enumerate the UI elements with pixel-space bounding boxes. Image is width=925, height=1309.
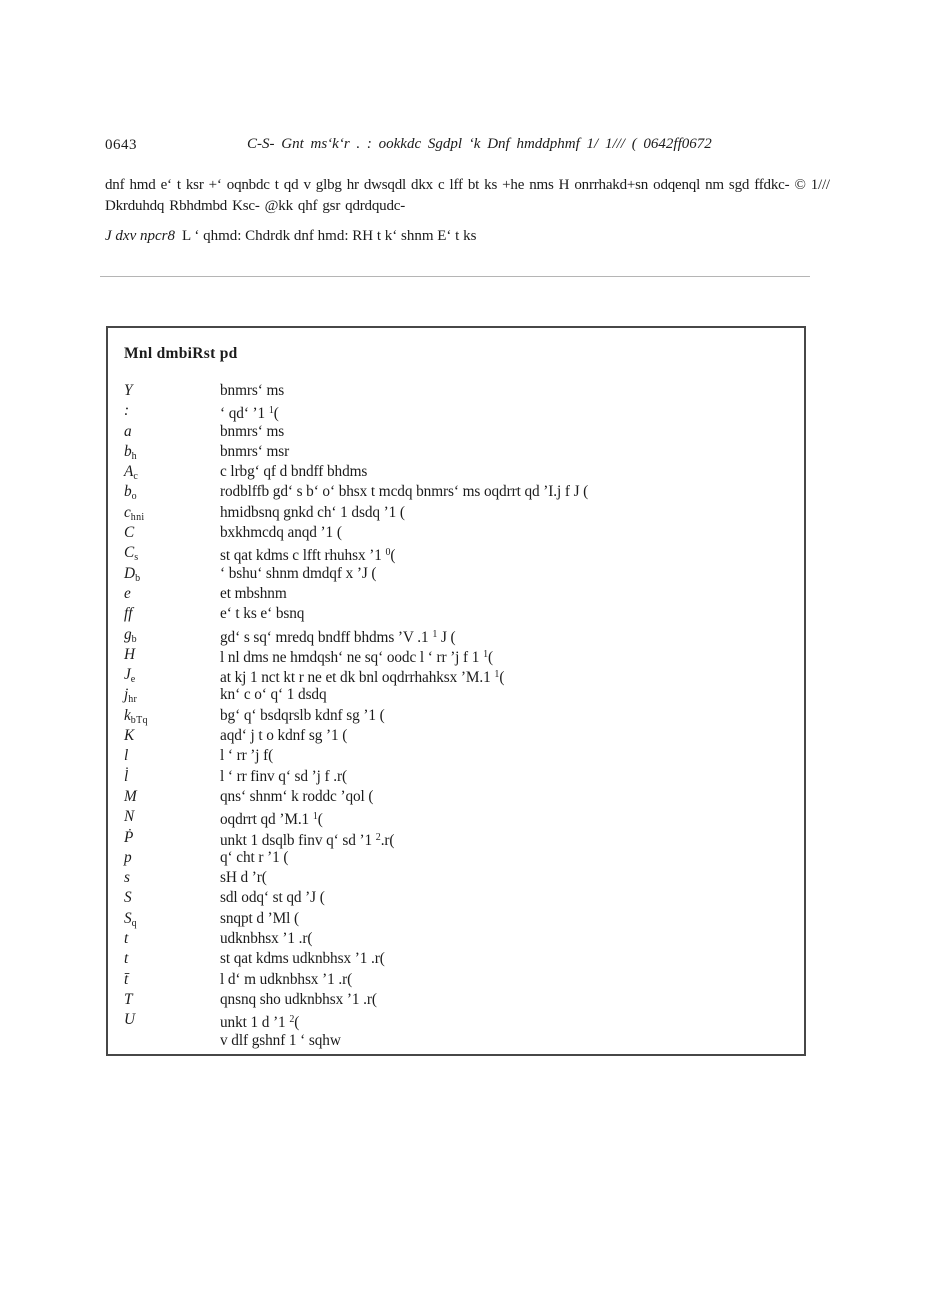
description: st qat kdms udknbhsx ’1 .r(: [220, 950, 385, 968]
nomenclature-row: [124, 564, 794, 584]
nomenclature-row: [124, 746, 794, 766]
nomenclature-row: [124, 381, 794, 401]
description: ‘ bshu‘ shnm dmdqf x ’J (: [220, 564, 377, 582]
symbol-subscript: e: [130, 674, 136, 686]
nomenclature-row: [124, 726, 794, 746]
symbol: t: [124, 930, 129, 948]
symbol: chni: [124, 503, 145, 523]
symbol-subscript: s: [134, 552, 139, 564]
symbol: S: [124, 889, 132, 907]
keywords-label: J dxv npcr8: [105, 228, 175, 244]
symbol: bh: [124, 442, 137, 462]
symbol: Db: [124, 564, 141, 584]
superscript: 1: [432, 628, 438, 640]
nomenclature-row: [124, 604, 794, 624]
nomenclature-row: [124, 767, 794, 787]
description: et mbshnm: [220, 584, 287, 602]
description: c lrbg‘ qf d bndff bhdms: [220, 463, 368, 481]
symbol: kbTq: [124, 706, 148, 726]
nomenclature-row: [124, 929, 794, 949]
description: oqdrrt qd ’M.1 $^1$(: [220, 811, 323, 829]
description: l d‘ m udknbhsx ’1 .r(: [220, 970, 353, 988]
nomenclature-row: [124, 462, 794, 482]
nomenclature-row: [124, 706, 794, 726]
symbol: C: [124, 524, 135, 542]
nomenclature-row: [124, 848, 794, 868]
nomenclature-row: [124, 645, 794, 665]
nomenclature-row: [124, 523, 794, 543]
description: snqpt d ’Ml (: [220, 909, 300, 927]
superscript: 2: [375, 831, 381, 843]
superscript: 2: [289, 1014, 295, 1026]
description: sH d ’r(: [220, 869, 267, 887]
description: l ‘ rr ’j f(: [220, 747, 274, 765]
nomenclature-row: [124, 909, 794, 929]
superscript: 1: [483, 648, 488, 660]
description: v dlf gshnf 1 ‘ sqhw: [220, 1031, 341, 1049]
nomenclature-row: [124, 401, 794, 421]
nomenclature-row: [124, 625, 794, 645]
symbol-subscript: h: [131, 450, 137, 462]
nomenclature-row: [124, 422, 794, 442]
nomenclature-title: Mnl dmbiRst pd: [124, 345, 238, 362]
abstract-line-1: dnf hmd e‘ t ksr +‘ oqnbdc t qd v glbg hr dwsqdl dkx c lff bt ks +he nms H onrrhakd+sn odqenql nm sgd ffdkc- © 1///: [105, 177, 830, 193]
symbol-subscript: bTq: [130, 714, 148, 726]
symbol: l: [124, 747, 129, 765]
description: e‘ t ks e‘ bsnq: [220, 605, 305, 623]
description: gd‘ s sq‘ mredq bndff bhdms ’V .1 $^1$ J (: [220, 628, 456, 646]
description: st qat kdms c lfft rhuhsx ’1 $^0$(: [220, 547, 396, 565]
symbol: Sq: [124, 909, 137, 929]
nomenclature-row: [124, 685, 794, 705]
description: ‘ qd‘ ’1 $^1$(: [220, 405, 279, 423]
horizontal-rule: [100, 276, 810, 277]
page-number: 0643: [105, 137, 137, 153]
symbol-subscript: hr: [128, 694, 138, 706]
symbol-subscript: b: [131, 633, 137, 645]
keywords-line: [105, 228, 476, 245]
symbol: Cs: [124, 544, 139, 564]
nomenclature-row: [124, 503, 794, 523]
symbol: jhr: [124, 686, 138, 706]
symbol-subscript: q: [131, 917, 137, 929]
symbol: K: [124, 727, 135, 745]
nomenclature-row: [124, 665, 794, 685]
description: qnsnq sho udknbhsx ’1 .r(: [220, 990, 377, 1008]
description: l nl dms ne hmdqsh‘ ne sq‘ oodc l ‘ rr ’j f 1 $^1$(: [220, 648, 493, 666]
symbol-subscript: hni: [130, 511, 145, 523]
symbol: t: [124, 950, 129, 968]
nomenclature-box: [106, 326, 806, 1056]
description: bg‘ q‘ bsdqrslb kdnf sg ’1 (: [220, 706, 385, 724]
nomenclature-row: [124, 828, 794, 848]
nomenclature-row: [124, 543, 794, 563]
nomenclature-row: [124, 990, 794, 1010]
symbol: Je: [124, 666, 136, 686]
description: rodblffb gd‘ s b‘ o‘ bhsx t mcdq bnmrs‘ ms oqdrrt qd ’I.j f J (: [220, 483, 589, 501]
description: bxkhmcdq anqd ’1 (: [220, 524, 342, 542]
nomenclature-row: [124, 888, 794, 908]
symbol: T: [124, 990, 133, 1008]
nomenclature-row: [124, 1010, 794, 1030]
superscript: 1: [494, 669, 500, 681]
nomenclature-row: [124, 482, 794, 502]
description: l ‘ rr finv q‘ sd ’j f .r(: [220, 767, 347, 785]
description: bnmrs‘ ms: [220, 382, 285, 399]
description: hmidbsnq gnkd ch‘ 1 dsdq ’1 (: [220, 503, 405, 521]
running-title: C-S- Gnt ms‘k‘r . : ookkdc Sgdpl ‘k Dnf hmddphmf 1/ 1/// ( 0642ff0672: [247, 136, 712, 152]
symbol: t̄: [124, 970, 129, 988]
description: sdl odq‘ st qd ’J (: [220, 889, 325, 907]
nomenclature-row: [124, 787, 794, 807]
description: bnmrs‘ ms: [220, 422, 285, 440]
symbol: a: [124, 422, 132, 440]
abstract-paragraph: [105, 175, 865, 217]
nomenclature-row: [124, 584, 794, 604]
symbol-subscript: o: [131, 491, 137, 503]
description: unkt 1 d ’1 $^2$(: [220, 1014, 300, 1032]
description: at kj 1 nct kt r ne et dk bnl oqdrrhahksx ’M.1 $^1$(: [220, 669, 505, 687]
keywords-text: L ‘ qhmd: Chdrdk dnf hmd: RH t k‘ shnm E‘ t ks: [181, 228, 477, 244]
symbol: gb: [124, 625, 137, 645]
symbol: s: [124, 869, 130, 887]
description: aqd‘ j t o kdnf sg ’1 (: [220, 727, 348, 745]
superscript: 1: [268, 405, 274, 417]
abstract-line-2: Dkrduhdq Rbhdmbd Ksc- @kk qhf gsr qdrdqudc-: [105, 198, 406, 214]
nomenclature-row: [124, 1031, 794, 1051]
description: bnmrs‘ msr: [220, 442, 290, 460]
nomenclature-entries: [124, 381, 794, 1051]
nomenclature-row: [124, 807, 794, 827]
description: udknbhsx ’1 .r(: [220, 930, 313, 948]
description: qns‘ shnm‘ k roddc ’qol (: [220, 787, 374, 805]
symbol: [124, 1031, 220, 1051]
nomenclature-row: [124, 442, 794, 462]
symbol: H: [124, 645, 136, 663]
symbol: :: [124, 402, 130, 420]
symbol: Y: [124, 382, 133, 399]
symbol-subscript: c: [133, 471, 139, 483]
symbol: M: [124, 787, 137, 805]
symbol: U: [124, 1011, 136, 1029]
symbol: Ac: [124, 463, 139, 483]
nomenclature-row: [124, 970, 794, 990]
superscript: 1: [312, 811, 318, 823]
symbol: p: [124, 848, 132, 866]
symbol: ff: [124, 605, 133, 623]
description: kn‘ c o‘ q‘ 1 dsdq: [220, 686, 327, 704]
nomenclature-row: [124, 868, 794, 888]
symbol-subscript: b: [135, 572, 141, 584]
symbol: bo: [124, 483, 137, 503]
symbol: N: [124, 808, 135, 826]
description: q‘ cht r ’1 (: [220, 848, 289, 866]
nomenclature-row: [124, 949, 794, 969]
symbol: l̇: [124, 767, 129, 785]
superscript: 0: [385, 547, 391, 559]
description: unkt 1 dsqlb finv q‘ sd ’1 $^2$.r(: [220, 831, 395, 849]
symbol: Ṗ: [124, 828, 134, 846]
symbol: e: [124, 584, 131, 602]
